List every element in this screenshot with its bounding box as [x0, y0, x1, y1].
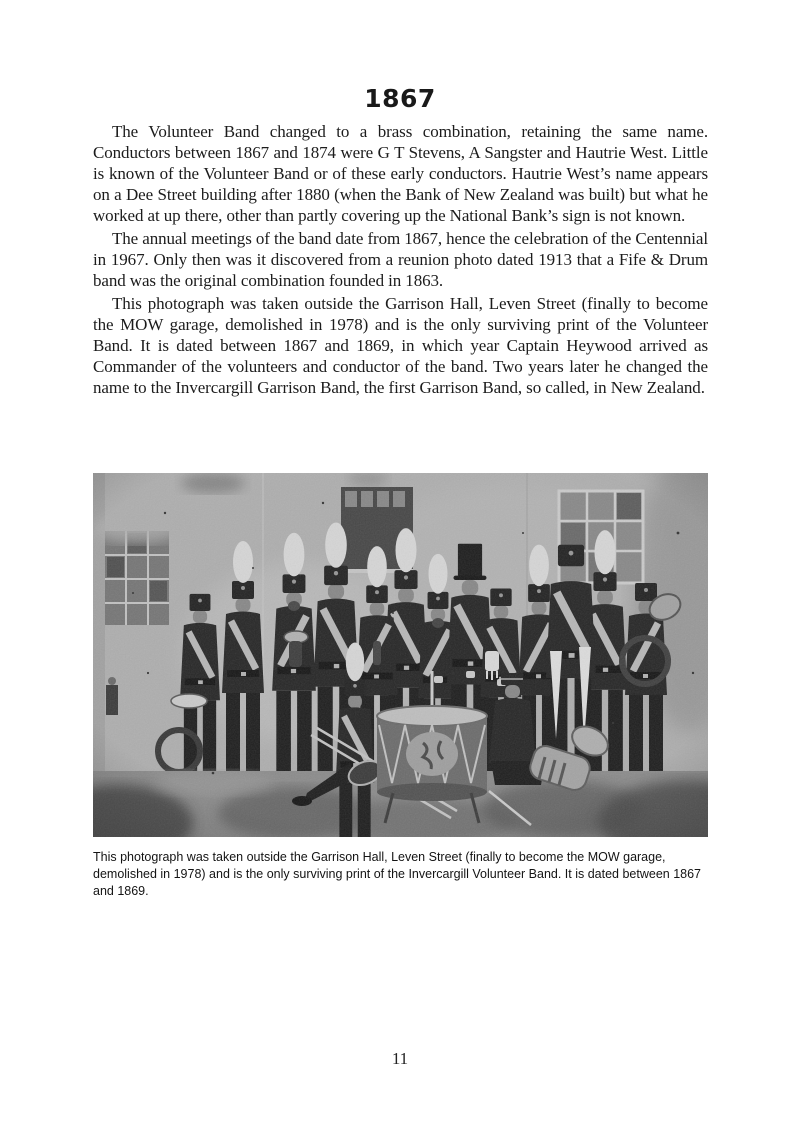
band-photograph: [93, 473, 708, 837]
page-number: 11: [391, 1049, 409, 1068]
page-title: 1867: [364, 84, 436, 113]
paragraph: The annual meetings of the band date from 1867, hence the celebration of the Centennial in 1967. Only then was it discovered from a reunion photo dated 1913 that a Fife & Drum band was the original combination founded in 1863.: [93, 229, 708, 290]
photo-vignette: [93, 473, 708, 837]
body-text: [93, 121, 708, 400]
band-photograph-image: [93, 473, 708, 837]
paragraph: This photograph was taken outside the Garrison Hall, Leven Street (finally to become the MOW garage, demolished in 1978) and is the only surviving print of the Volunteer Band. It is dated between 1867 and 1869, in which year Captain Heywood arrived as Commander of the volunteers and conductor of the band. Two years later he changed the name to the Invercargill Garrison Band, the first Garrison Band, so called, in New Zealand.: [93, 294, 708, 397]
paragraph: The Volunteer Band changed to a brass combination, retaining the same name. Conductors between 1867 and 1874 were G T Stevens, A Sangster and Hautrie West. Little is known of the Volunteer Band or of these early conductors. Hautrie West’s name appears on a Dee Street building after 1880 (when the Bank of New Zealand was built) but what he worked at up there, other than partly covering up the National Bank’s sign is not known.: [93, 122, 708, 225]
photo-caption: This photograph was taken outside the Garrison Hall, Leven Street (finally to become the MOW garage, demolished in 1978) and is the only surviving print of the Invercargill Volunteer Band. It is dated between 1867 and 1869.: [93, 850, 702, 898]
